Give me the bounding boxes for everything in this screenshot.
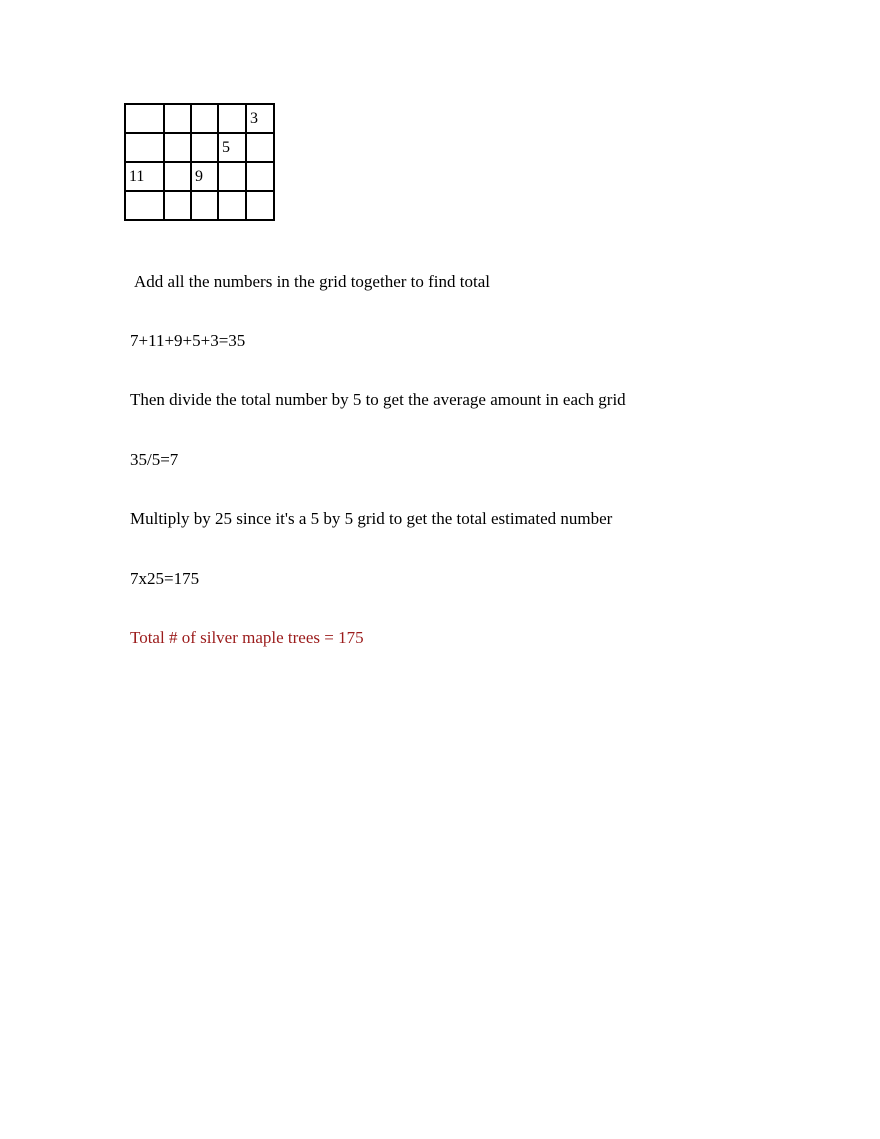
grid-cell — [246, 191, 274, 220]
grid-row — [125, 104, 274, 133]
grid-cell: 11 — [125, 162, 164, 191]
instruction-multiply: Multiply by 25 since it's a 5 by 5 grid to get the total estimated number — [130, 509, 613, 529]
grid-cell — [125, 191, 164, 220]
multiply-equation: 7x25=175 — [130, 568, 200, 588]
sample-grid — [124, 103, 275, 221]
answer-total: Total # of silver maple trees = 175 — [130, 627, 364, 647]
grid-cell — [164, 162, 191, 191]
grid-cell: 5 — [218, 133, 246, 162]
calculation-text — [130, 232, 626, 687]
grid-cell — [164, 104, 191, 133]
grid-row — [125, 162, 274, 191]
grid-cell — [191, 133, 218, 162]
grid-cell — [218, 104, 246, 133]
instruction-divide: Then divide the total number by 5 to get the average amount in each grid — [130, 390, 626, 410]
sum-equation: 7+11+9+5+3=35 — [130, 330, 246, 350]
instruction-add: Add all the numbers in the grid together to find total — [134, 271, 490, 291]
grid-row — [125, 133, 274, 162]
grid-cell: 9 — [191, 162, 218, 191]
grid-cell — [191, 104, 218, 133]
grid-cell — [218, 191, 246, 220]
grid-cell — [125, 133, 164, 162]
grid-cell — [125, 104, 164, 133]
grid-cell: 3 — [246, 104, 274, 133]
grid-cell — [191, 191, 218, 220]
grid-cell — [218, 162, 246, 191]
grid-cell — [246, 133, 274, 162]
grid-cell — [164, 133, 191, 162]
grid-row — [125, 191, 274, 220]
divide-equation: 35/5=7 — [130, 449, 179, 469]
grid-cell — [246, 162, 274, 191]
grid-cell — [164, 191, 191, 220]
